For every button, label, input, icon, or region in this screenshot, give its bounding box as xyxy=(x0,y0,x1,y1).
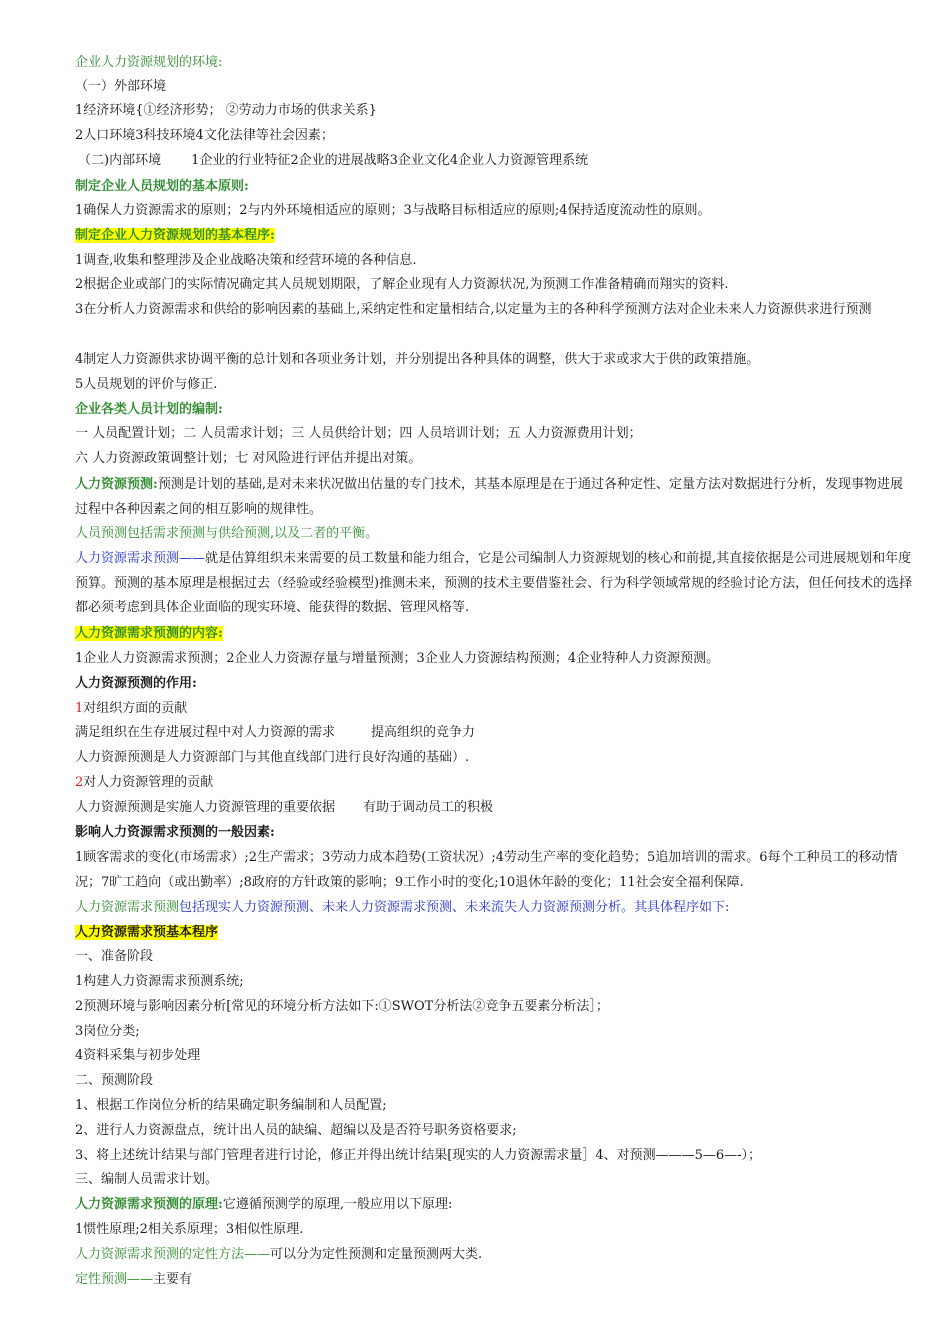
highlighted-heading: 人力资源需求预测的内容: xyxy=(75,626,223,641)
text-segment: 主要有 xyxy=(153,1272,193,1287)
text-line: 4资料采集与初步处理 xyxy=(75,1048,201,1063)
text-line: 4制定人力资源供求协调平衡的总计划和各项业务计划，并分别提出各种具体的调整，供大于求或求大于供的政策措施。 xyxy=(75,352,760,367)
text-line xyxy=(78,149,588,174)
text-segment: 可以分为定性预测和定量预测两大类. xyxy=(270,1247,483,1262)
text-line: 1确保人力资源需求的原则；2与内外环境相适应的原则；3与战略目标相适应的原则;4保持适度流动性的原则。 xyxy=(75,203,711,218)
text-line: 六 人力资源政策调整计划；七 对风险进行评估并提出对策。 xyxy=(75,451,422,466)
heading-forecast-role: 人力资源预测的作用: xyxy=(75,676,197,691)
text-segment: （二)内部环境 xyxy=(78,153,162,168)
heading-basic-procedure xyxy=(75,224,275,249)
item-number: 2 xyxy=(75,775,84,790)
heading-demand-factors: 影响人力资源需求预测的一般因素: xyxy=(75,825,275,840)
heading-basic-principles: 制定企业人员规划的基本原则: xyxy=(75,179,249,194)
text-segment: 人力资源预测是实施人力资源管理的重要依据 xyxy=(75,800,336,815)
text-line: 3、将上述统计结果与部门管理者进行讨论，修正并得出统计结果[现实的人力资源需求量］4、对预测———5—6—-）； xyxy=(75,1148,762,1163)
inline-term: 人力资源需求预测 xyxy=(75,900,180,915)
text-line: 一、准备阶段 xyxy=(75,949,154,964)
text-line: 2根据企业或部门的实际情况确定其人员规划期限，了解企业现有人力资源状况,为预测工作准备精确而翔实的资料. xyxy=(75,277,729,292)
text-line: （一）外部环境 xyxy=(75,79,167,94)
heading-demand-content xyxy=(75,622,223,647)
text-line xyxy=(75,796,493,821)
text-line xyxy=(75,896,729,921)
text-line: 1构建人力资源需求预测系统; xyxy=(75,974,244,989)
paragraph-hr-forecast xyxy=(75,473,915,522)
text-line: 3岗位分类; xyxy=(75,1024,140,1039)
paragraph-text: 3在分析人力资源需求和供给的影响因素的基础上,采纳定性和定量相结合,以定量为主的各种科学预测方法对企业未来人力资源供求进行预测 xyxy=(75,302,872,317)
text-line: 5人员规划的评价与修正. xyxy=(75,377,218,392)
text-segment: 有助于调动员工的积极 xyxy=(363,800,494,815)
text-line: 人力资源预测是人力资源部门与其他直线部门进行良好沟通的基础）. xyxy=(75,750,470,765)
heading-planning-environment: 企业人力资源规划的环境: xyxy=(75,55,223,70)
text-line: 1、根据工作岗位分析的结果确定职务编制和人员配置; xyxy=(75,1098,387,1113)
text-segment: 对人力资源管理的贡献 xyxy=(83,775,214,790)
heading-plan-compilation: 企业各类人员计划的编制: xyxy=(75,402,223,417)
text-line xyxy=(75,1243,482,1268)
text-segment: 提高组织的竞争力 xyxy=(371,725,476,740)
highlighted-heading: 人力资源需求预基本程序 xyxy=(75,925,219,940)
text-line xyxy=(75,1268,192,1293)
text-line: 2预测环境与影响因素分析[常见的环境分析方法如下:①SWOT分析法②竞争五要素分析法］； xyxy=(75,999,609,1014)
paragraph-text: 就是估算组织未来需要的员工数量和能力组合，它是公司编制人力资源规划的核心和前提,其直接依据是公司进展规划和年度预算。预测的基本原理是根据过去（经验或经验模型)推测未来，预测的技术主要借鉴社会、行为科学领域常规的经验讨论方法，但任何技术的选择都必须考虑到具体企业面临的现实环境、能获得的数据、管理风格等. xyxy=(75,551,913,615)
paragraph-text: 预测是计划的基础,是对未来状况做出估量的专门技术，其基本原理是在于通过各种定性、定量方法对数据进行分析，发现事物进展过程中各种因素之间的相互影响的规律性。 xyxy=(75,477,903,517)
highlighted-heading: 制定企业人力资源规划的基本程序: xyxy=(75,228,275,243)
paragraph xyxy=(75,298,915,323)
text-segment: 它遵循预测学的原理,一般应用以下原理: xyxy=(222,1197,453,1212)
text-segment: 1企业的行业特征2企业的进展战略3企业文化4企业人力资源管理系统 xyxy=(191,153,589,168)
paragraph-text: 1顾客需求的变化(市场需求）;2生产需求；3劳动力成本趋势(工资状况）;4劳动生产率的变化趋势；5追加培训的需求。6每个工种员工的移动情况；7旷工趋向（或出勤率）;8政府的方针政策的影响；9工作小时的变化;10退休年龄的变化；11社会安全福利保障. xyxy=(75,850,898,890)
paragraph-demand-forecast xyxy=(75,547,915,621)
text-line: 1经济环境{①经济形势； ②劳动力市场的供求关系} xyxy=(75,103,377,118)
inline-term: 人力资源需求预测的定性方法—— xyxy=(75,1247,271,1262)
text-line xyxy=(75,1193,452,1218)
inline-term: 人力资源预测: xyxy=(75,477,158,492)
item-number: 1 xyxy=(75,701,84,716)
inline-term: 人力资源需求预测的原理: xyxy=(75,1197,223,1212)
text-line: 人员预测包括需求预测与供给预测,以及二者的平衡。 xyxy=(75,526,379,541)
text-line: 一 人员配置计划；二 人员需求计划；三 人员供给计划；四 人员培训计划；五 人力资源费用计划； xyxy=(75,426,642,441)
text-segment: 对组织方面的贡献 xyxy=(83,701,188,716)
text-line: 2人口环境3科技环境4文化法律等社会因素； xyxy=(75,128,334,143)
text-line: 二、预测阶段 xyxy=(75,1073,154,1088)
inline-term: 人力资源需求预测—— xyxy=(75,551,206,566)
text-line: 1惯性原理;2相关系原理；3相似性原理. xyxy=(75,1222,304,1237)
text-line: 1企业人力资源需求预测；2企业人力资源存量与增量预测；3企业人力资源结构预测；4企业特种人力资源预测。 xyxy=(75,651,720,666)
text-line xyxy=(75,721,475,746)
heading-demand-procedure xyxy=(75,921,218,946)
text-segment: 包括现实人力资源预测、未来人力资源需求预测、未来流失人力资源预测分析。其具体程序如下: xyxy=(179,900,730,915)
text-line xyxy=(75,771,213,796)
paragraph xyxy=(75,846,915,895)
text-line: 2、进行人力资源盘点，统计出人员的缺编、超编以及是否符号职务资格要求; xyxy=(75,1123,517,1138)
inline-term: 定性预测—— xyxy=(75,1272,154,1287)
text-segment: 满足组织在生存进展过程中对人力资源的需求 xyxy=(75,725,336,740)
text-line: 三、编制人员需求计划。 xyxy=(75,1172,219,1187)
text-line xyxy=(75,697,187,722)
text-line: 1调查,收集和整理涉及企业战略决策和经营环境的各种信息. xyxy=(75,253,417,268)
